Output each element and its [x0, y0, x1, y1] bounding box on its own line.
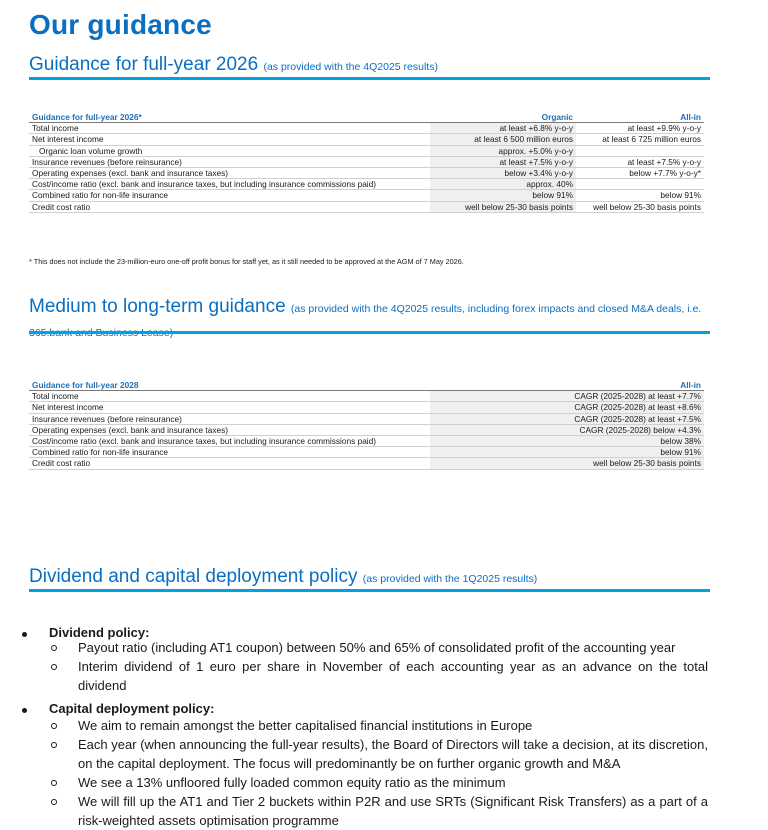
table-row	[29, 435, 704, 446]
section-title: Guidance for full-year 2026	[29, 54, 259, 75]
table-header-allin: All-in	[576, 112, 704, 123]
allin-value	[576, 145, 704, 156]
row-label: Organic loan volume growth	[29, 145, 430, 156]
section-divider	[29, 331, 710, 334]
list-item-text: We aim to remain amongst the better capitalised financial institutions in Europe	[78, 718, 533, 733]
table-header-label: Guidance for full-year 2026*	[29, 112, 430, 123]
table-row	[29, 402, 704, 413]
section-title: Dividend and capital deployment policy	[29, 566, 358, 587]
table-row	[29, 201, 704, 212]
allin-value: CAGR (2025-2028) at least +7.7%	[563, 391, 704, 402]
organic-value: below +3.4% y-o-y	[430, 167, 576, 178]
guidance-2028-table	[29, 380, 704, 470]
table-header-label: Guidance for full-year 2028	[29, 380, 430, 391]
table-row	[29, 391, 704, 402]
section-heading-fy2026	[29, 54, 710, 78]
section-heading-dividend	[29, 566, 710, 590]
allin-value	[576, 179, 704, 190]
sub-bullet-circle	[51, 742, 57, 748]
allin-value: below +7.7% y-o-y*	[576, 167, 704, 178]
organic-value: below 91%	[430, 190, 576, 201]
bullet-label: Dividend policy:	[49, 625, 150, 640]
allin-value: below 38%	[563, 435, 704, 446]
section-divider	[29, 77, 710, 80]
row-label: Cost/income ratio (excl. bank and insurance taxes, but including insurance commissions paid)	[29, 179, 430, 190]
allin-value: below 91%	[576, 190, 704, 201]
table-row	[29, 458, 704, 469]
row-label: Credit cost ratio	[29, 201, 430, 212]
table-row	[29, 167, 704, 178]
guidance-2026-table	[29, 112, 704, 213]
sub-bullet-circle	[51, 645, 57, 651]
section-note: (as provided with the 4Q2025 results)	[263, 61, 438, 73]
table-header-organic: Organic	[430, 112, 576, 123]
organic-value: well below 25-30 basis points	[430, 201, 576, 212]
row-label: Net interest income	[29, 402, 430, 413]
row-label: Total income	[29, 391, 430, 402]
page-title: Our guidance	[29, 9, 212, 40]
table-row	[29, 145, 704, 156]
table-row	[29, 413, 704, 424]
section-note: (as provided with the 4Q2025 results, including forex impacts and closed M&A deals, i.e.	[290, 303, 702, 315]
table-row	[29, 179, 704, 190]
organic-value: at least +6.8% y-o-y	[430, 123, 576, 134]
table-row	[29, 424, 704, 435]
bullet-dot	[22, 632, 27, 637]
list-item-text: Payout ratio (including AT1 coupon) between 50% and 65% of consolidated profit of the accounting year	[78, 640, 676, 655]
sub-bullet-circle	[51, 664, 57, 670]
table-row	[29, 190, 704, 201]
list-item-text: We will fill up the AT1 and Tier 2 buckets within P2R and use SRTs (Significant Risk Transfers) as a part of a risk-weighted assets optimisation programme	[78, 794, 708, 828]
allin-value: well below 25-30 basis points	[563, 458, 704, 469]
sub-bullet-circle	[51, 723, 57, 729]
table-row	[29, 156, 704, 167]
allin-value: CAGR (2025-2028) at least +8.6%	[563, 402, 704, 413]
organic-value: at least 6 500 million euros	[430, 134, 576, 145]
allin-value: CAGR (2025-2028) below +4.3%	[563, 424, 704, 435]
row-label: Operating expenses (excl. bank and insurance taxes)	[29, 424, 430, 435]
table-row	[29, 123, 704, 134]
allin-value: well below 25-30 basis points	[576, 201, 704, 212]
bullet-dot	[22, 708, 27, 713]
section-divider	[29, 589, 710, 592]
allin-value: at least +7.5% y-o-y	[576, 156, 704, 167]
row-label: Cost/income ratio (excl. bank and insurance taxes, but including insurance commissions paid)	[29, 435, 430, 446]
organic-value: approx. 40%	[430, 179, 576, 190]
row-label: Credit cost ratio	[29, 458, 430, 469]
allin-value: at least +9.9% y-o-y	[576, 123, 704, 134]
list-item-text: Each year (when announcing the full-year results), the Board of Directors will take a decision, at its discretion, on the capital deployment. The focus will predominantly be on further organic growth and M&A	[78, 737, 708, 771]
row-label: Insurance revenues (before reinsurance)	[29, 413, 430, 424]
row-label: Combined ratio for non-life insurance	[29, 447, 430, 458]
row-label: Operating expenses (excl. bank and insurance taxes)	[29, 167, 430, 178]
allin-value: below 91%	[563, 447, 704, 458]
table-header-allin: All-in	[563, 380, 704, 391]
row-label: Insurance revenues (before reinsurance)	[29, 156, 430, 167]
row-label: Combined ratio for non-life insurance	[29, 190, 430, 201]
sub-bullet-circle	[51, 799, 57, 805]
organic-value: approx. +5.0% y-o-y	[430, 145, 576, 156]
allin-value: CAGR (2025-2028) at least +7.5%	[563, 413, 704, 424]
section-note: (as provided with the 1Q2025 results)	[362, 573, 538, 585]
list-item-text: We see a 13% unfloored fully loaded common equity ratio as the minimum	[78, 775, 506, 790]
sub-bullet-circle	[51, 780, 57, 786]
section-title: Medium to long-term guidance	[29, 296, 286, 317]
table-footnote: * This does not include the 23-million-euro one-off profit bonus for staff yet, as it still needed to be approved at the AGM of 7 May 2026.	[29, 257, 464, 266]
table-row	[29, 134, 704, 145]
list-item-text: Interim dividend of 1 euro per share in November of each accounting year as an advance on the total dividend	[78, 659, 708, 693]
section-heading-medium	[29, 296, 710, 344]
row-label: Total income	[29, 123, 430, 134]
table-row	[29, 447, 704, 458]
row-label: Net interest income	[29, 134, 430, 145]
bullet-label: Capital deployment policy:	[49, 701, 215, 716]
allin-value: at least 6 725 million euros	[576, 134, 704, 145]
organic-value: at least +7.5% y-o-y	[430, 156, 576, 167]
